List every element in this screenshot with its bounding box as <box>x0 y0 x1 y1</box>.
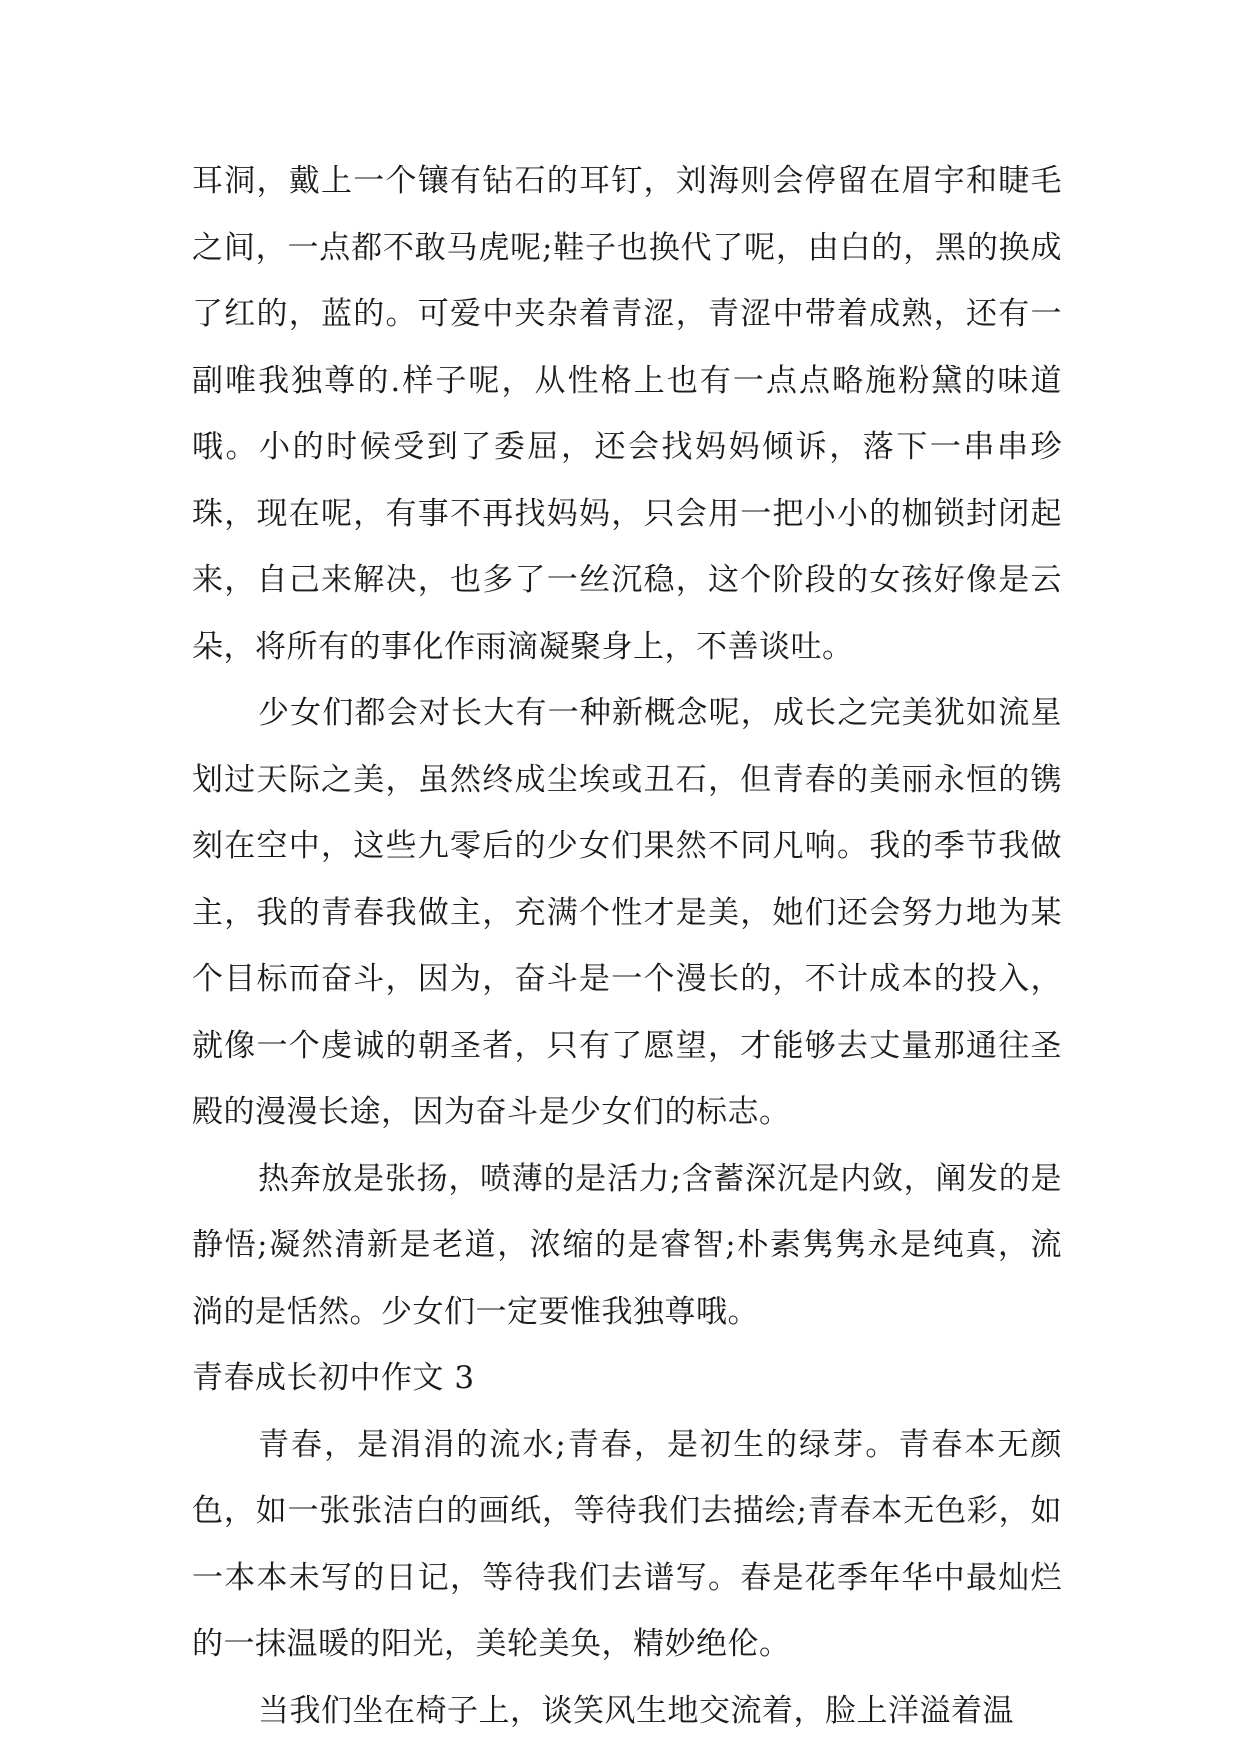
paragraph-2: 少女们都会对长大有一种新概念呢，成长之完美犹如流星划过天际之美，虽然终成尘埃或丑石，但青春的美丽永恒的镌刻在空中，这些九零后的少女们果然不同凡响。我的季节我做主，我的青春我做主，充满个性才是美，她们还会努力地为某个目标而奋斗，因为，奋斗是一个漫长的，不计成本的投入，就像一个虔诚的朝圣者，只有了愿望，才能够去丈量那通往圣殿的漫漫长途，因为奋斗是少女们的标志。 <box>192 695 1062 1130</box>
paragraph-3: 热奔放是张扬，喷薄的是活力;含蓄深沉是内敛，阐发的是静悟;凝然清新是老道，浓缩的是睿智;朴素隽隽永是纯真，流淌的是恬然。少女们一定要惟我独尊哦。 <box>192 1160 1062 1330</box>
document-body <box>192 148 1062 1744</box>
paragraph-5: 当我们坐在椅子上，谈笑风生地交流着，脸上洋溢着温 <box>258 1692 1014 1729</box>
section-heading: 青春成长初中作文 3 <box>192 1360 475 1396</box>
paragraph-4: 青春，是涓涓的流水;青春，是初生的绿芽。青春本无颜色，如一张张洁白的画纸，等待我们去描绘;青春本无色彩，如一本本未写的日记，等待我们去谱写。春是花季年华中最灿烂的一抹温暖的阳光，美轮美奂，精妙绝伦。 <box>192 1426 1062 1662</box>
paragraph-1: 耳洞，戴上一个镶有钻石的耳钉，刘海则会停留在眉宇和睫毛之间，一点都不敢马虎呢;鞋子也换代了呢，由白的，黑的换成了红的，蓝的。可爱中夹杂着青涩，青涩中带着成熟，还有一副唯我独尊的.样子呢，从性格上也有一点点略施粉黛的味道哦。小的时候受到了委屈，还会找妈妈倾诉，落下一串串珍珠，现在呢，有事不再找妈妈，只会用一把小小的枷锁封闭起来，自己来解决，也多了一丝沉稳，这个阶段的女孩好像是云朵，将所有的事化作雨滴凝聚身上，不善谈吐。 <box>192 163 1062 665</box>
